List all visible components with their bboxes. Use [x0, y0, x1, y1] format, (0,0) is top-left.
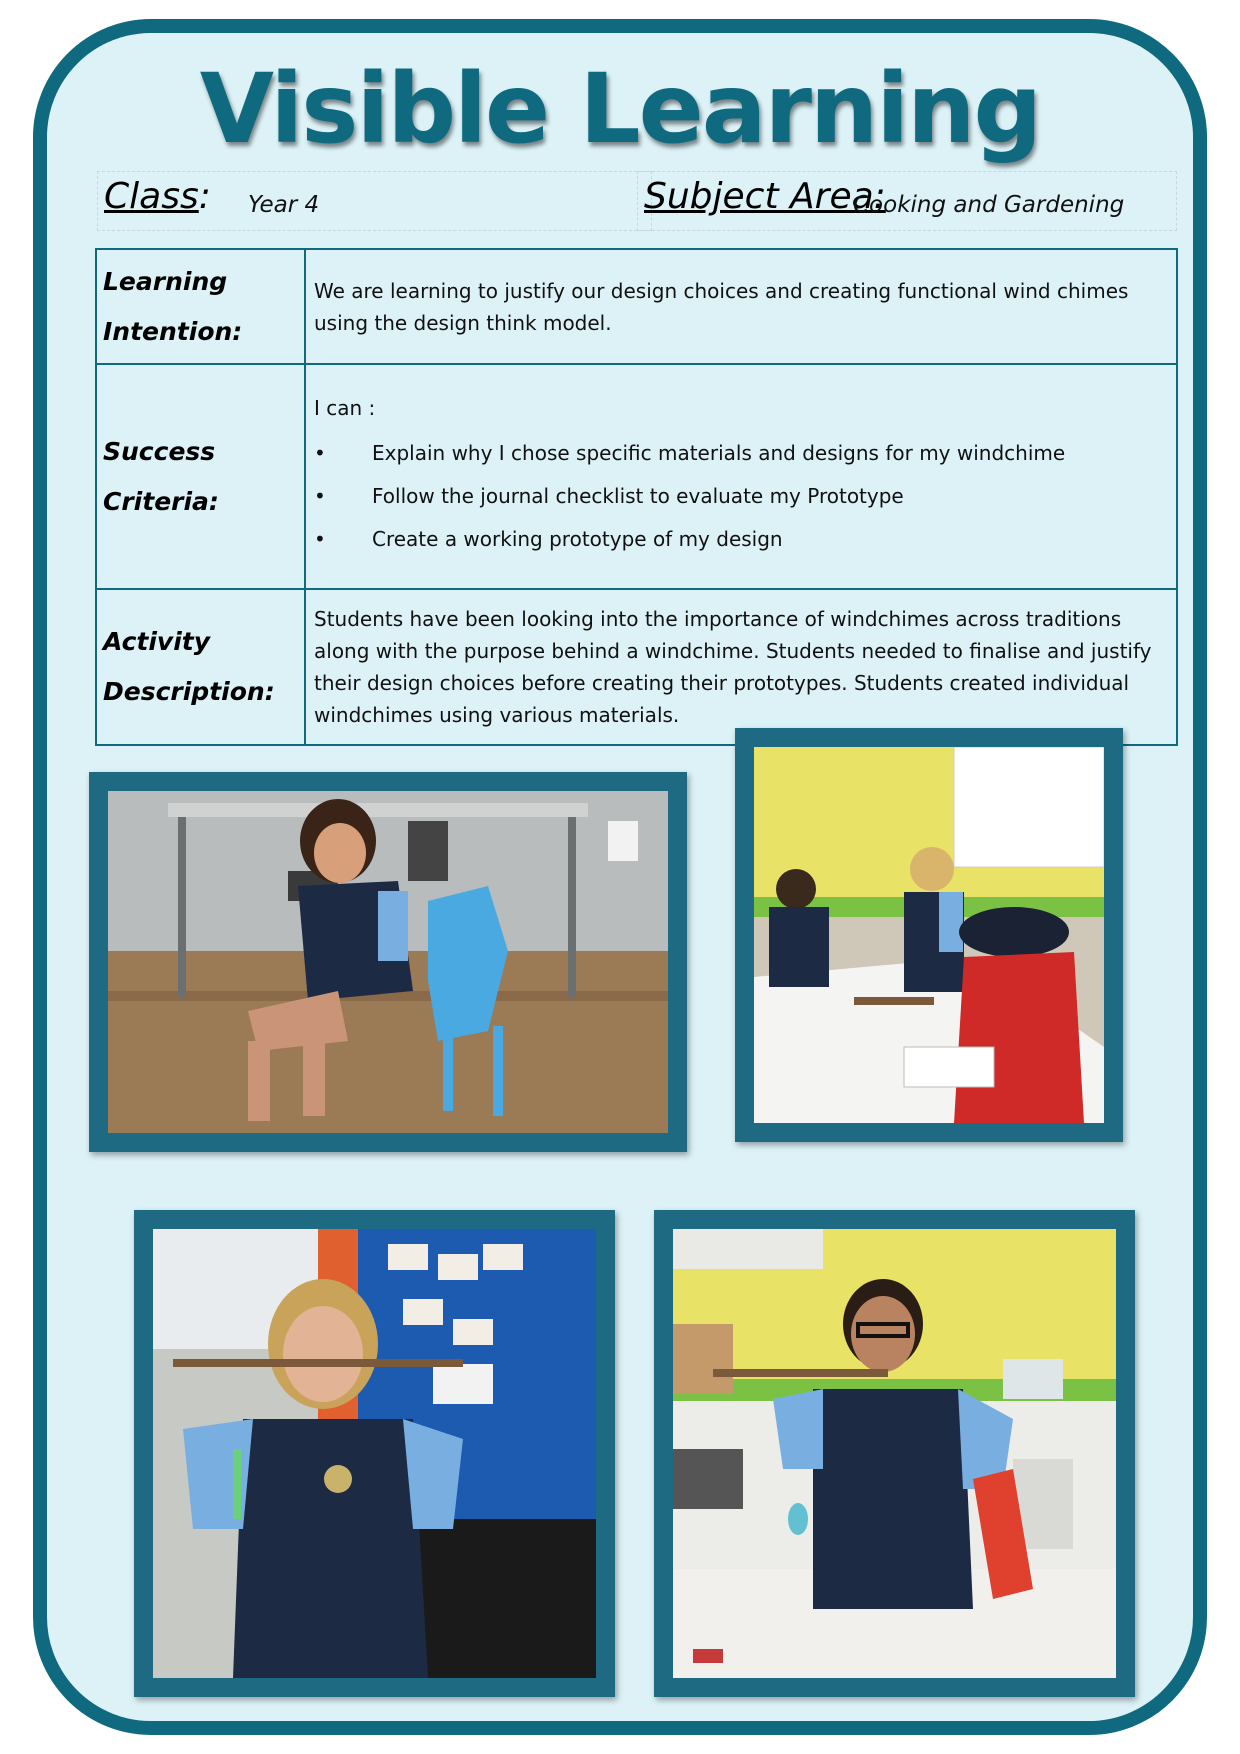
subject-field — [637, 171, 1177, 231]
activity-description-text: Students have been looking into the importance of windchimes across traditions along with the purpose behind a windchime. Students needed to finalise and justify their design choices before creating their prototypes. Students created individual windchimes using various materials. — [305, 589, 1177, 745]
success-criteria-heading: Success Criteria: — [96, 364, 305, 589]
success-criteria-list — [314, 432, 1168, 561]
photo-student-with-glasses-windchime — [654, 1210, 1135, 1697]
learning-intention-text: We are learning to justify our design choices and creating functional wind chimes using the design think model. — [305, 249, 1177, 364]
success-criteria-intro: I can : — [314, 396, 376, 420]
subject-value: Cooking and Gardening — [853, 192, 1125, 218]
learning-table — [95, 248, 1178, 746]
criteria-item: • Follow the journal checklist to evaluate my Prototype — [314, 475, 1168, 518]
class-value: Year 4 — [248, 192, 320, 218]
success-criteria-content — [305, 364, 1177, 589]
photo-student-holding-windchime — [134, 1210, 615, 1697]
class-label: Class: — [104, 176, 211, 217]
success-criteria-row — [96, 364, 1177, 589]
activity-description-row — [96, 589, 1177, 745]
subject-label: Subject Area: — [644, 176, 886, 217]
photo-student-on-chair — [89, 772, 687, 1152]
criteria-item: • Explain why I chose specific materials and designs for my windchime — [314, 432, 1168, 475]
photo-students-at-table — [735, 728, 1123, 1142]
page-title: Visible Learning — [199, 53, 1041, 165]
activity-description-heading: Activity Description: — [96, 589, 305, 745]
class-field — [97, 171, 652, 231]
criteria-item: • Create a working prototype of my design — [314, 518, 1168, 561]
learning-intention-row — [96, 249, 1177, 364]
poster-frame — [33, 19, 1207, 1735]
learning-intention-heading: Learning Intention: — [96, 249, 305, 364]
